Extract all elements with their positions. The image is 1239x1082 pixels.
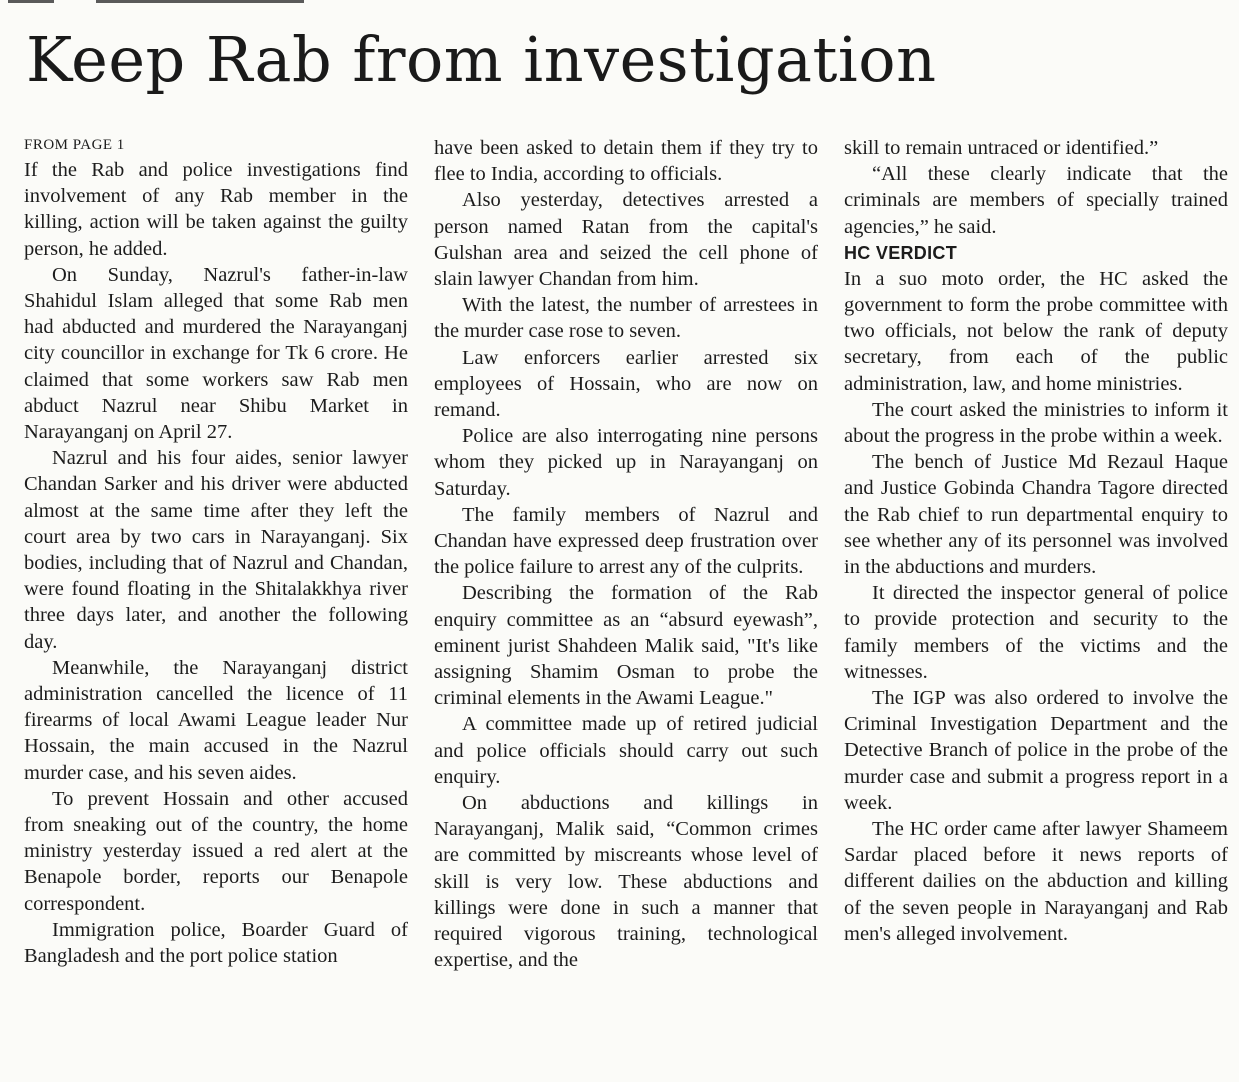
- headline: Keep Rab from investigation: [26, 23, 937, 96]
- paragraph: have been asked to detain them if they try to flee to India, according to officials.: [434, 137, 818, 186]
- paragraph: Police are also interrogating nine persons whom they picked up in Narayanganj on Saturday.: [434, 425, 818, 500]
- paragraph: On Sunday, Nazrul's father-in-law Shahidul Islam alleged that some Rab men had abducted and murdered the Narayanganj city councillor in exchange for Tk 6 crore. He claimed that some workers saw Rab men abduct Nazrul near Shibu Market in Narayanganj on April 27.: [24, 263, 408, 444]
- paragraph: Meanwhile, the Narayanganj district administration cancelled the licence of 11 firearms of local Awami League leader Nur Hossain, the main accused in the Nazrul murder case, and his seven aides.: [24, 656, 408, 784]
- paragraph: Law enforcers earlier arrested six employees of Hossain, who are now on remand.: [434, 346, 818, 422]
- article-column-2: [434, 135, 818, 974]
- clipped-text-fragment: [8, 0, 54, 3]
- paragraph: The bench of Justice Md Rezaul Haque and Justice Gobinda Chandra Tagore directed the Rab chief to run departmental enquiry to see whether any of its personnel was involved in the abductions and murders.: [844, 451, 1228, 579]
- article-column-3: [844, 135, 1228, 947]
- paragraph: The IGP was also ordered to involve the Criminal Investigation Department and the Detective Branch of police in the probe of the murder case and submit a progress report in a week.: [844, 687, 1228, 814]
- paragraph: In a suo moto order, the HC asked the government to form the probe committee with two officials, not below the rank of deputy secretary, from each of the public administration, law, and home ministries.: [844, 267, 1228, 395]
- paragraph: “All these clearly indicate that the criminals are members of specially trained agencies,” he said.: [844, 163, 1228, 238]
- paragraph: It directed the inspector general of police to provide protection and security to the family members of the victims and the witnesses.: [844, 582, 1228, 683]
- paragraph: The HC order came after lawyer Shameem Sardar placed before it news reports of different dailies on the abduction and killing of the seven people in Narayanganj and Rab men's alleged involvement.: [844, 818, 1228, 945]
- paragraph: Also yesterday, detectives arrested a person named Ratan from the capital's Gulshan area and seized the cell phone of slain lawyer Chandan from him.: [434, 189, 818, 291]
- paragraph: Nazrul and his four aides, senior lawyer Chandan Sarker and his driver were abducted almost at the same time after they left the court area by two cars in Narayanganj. Six bodies, including that of Nazrul and Chandan, were found floating in the Shitalakkhya river three days later, and another the following day.: [24, 447, 408, 653]
- clipped-text-fragment: [96, 0, 304, 3]
- paragraph: A committee made up of retired judicial and police officials should carry out such enquiry.: [434, 713, 818, 788]
- paragraph: Describing the formation of the Rab enquiry committee as an “absurd eyewash”, eminent jurist Shahdeen Malik said, "It's like assigning Shamim Osman to probe the criminal elements in the Awami League.": [434, 582, 818, 710]
- clipped-top-strip: [0, 0, 1239, 6]
- article-column-1: [24, 135, 408, 969]
- paragraph: The court asked the ministries to inform it about the progress in the probe within a week.: [844, 398, 1228, 448]
- paragraph: skill to remain untraced or identified.”: [844, 137, 1159, 159]
- continued-from-label: FROM PAGE 1: [24, 137, 125, 153]
- paragraph: On abductions and killings in Narayanganj, Malik said, “Common crimes are committed by miscreants whose level of skill is very low. These abductions and killings were done in such a manner that required vigorous training, technological expertise, and the: [434, 792, 818, 972]
- paragraph: The family members of Nazrul and Chandan have expressed deep frustration over the police failure to arrest any of the culprits.: [434, 503, 818, 579]
- paragraph: If the Rab and police investigations find involvement of any Rab member in the killing, action will be taken against the guilty person, he added.: [24, 159, 408, 260]
- paragraph: Immigration police, Boarder Guard of Bangladesh and the port police station: [24, 918, 408, 968]
- paragraph: To prevent Hossain and other accused from sneaking out of the country, the home ministry yesterday issued a red alert at the Benapole border, reports our Benapole correspondent.: [24, 787, 408, 915]
- paragraph: With the latest, the number of arrestees in the murder case rose to seven.: [434, 294, 818, 343]
- section-subhead: HC VERDICT: [844, 242, 958, 263]
